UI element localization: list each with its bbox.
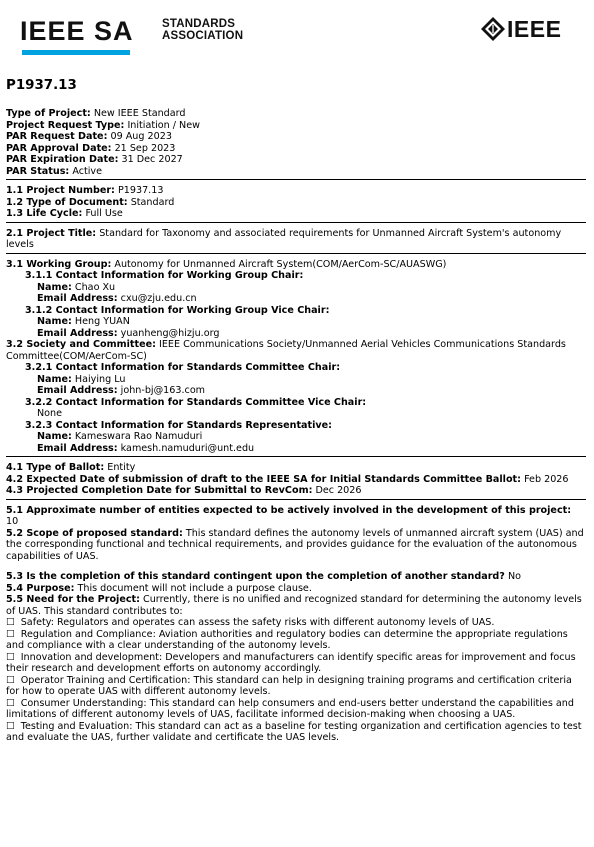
- draft-date-row: 4.2 Expected Date of submission of draft to the IEEE SA for Initial Standards Committee Ballot: Feb 2026: [6, 473, 569, 485]
- sc-chair-email-row: Email Address: john-bj@163.com: [37, 385, 206, 396]
- checkbox-icon: ☐: [6, 617, 15, 628]
- contingent-row: 5.3 Is the completion of this standard contingent upon the completion of another standard? No: [6, 571, 521, 582]
- rep-email-row: Email Address: kamesh.namuduri@unt.edu: [37, 442, 255, 454]
- status-row: Type of Project: New IEEE Standard: [6, 108, 186, 119]
- working-group-row: 3.1 Working Group: Autonomy for Unmanned Aircraft System(COM/AerCom-SC/AUASWG): [6, 258, 447, 270]
- status-row: PAR Approval Date: 21 Sep 2023: [6, 142, 176, 154]
- section-2: [6, 228, 586, 254]
- section-4: [6, 462, 586, 500]
- checkbox-icon: ☐: [6, 697, 15, 709]
- section1-row: 1.2 Type of Document: Standard: [6, 196, 175, 208]
- wg-chair-name-row: Name: Chao Xu: [37, 281, 116, 293]
- list-item: ☐ Testing and Evaluation: This standard can act as a baseline for testing organization and certification agencies to test and evaluate the UAS, further validate and certificate the UAS levels.: [6, 720, 582, 743]
- ieee-sa-logo: [20, 16, 244, 56]
- par-number-title: P1937.13: [6, 78, 77, 93]
- checkbox-icon: ☐: [6, 651, 15, 663]
- ballot-type-row: 4.1 Type of Ballot: Entity: [6, 462, 136, 473]
- logo-accent-bar: [22, 50, 130, 55]
- section-1: [6, 185, 586, 223]
- standards-rep-heading: 3.2.3 Contact Information for Standards Representative:: [25, 419, 332, 431]
- society-committee-row: 3.2 Society and Committee: IEEE Communications Society/Unmanned Aerial Vehicles Communications Standards Committee(COM/AerCom-SC): [6, 339, 566, 362]
- logo-subtitle-line1: STANDARDS: [162, 18, 236, 30]
- checkbox-icon: ☐: [6, 674, 15, 686]
- list-item: ☐ Safety: Regulators and operates can assess the safety risks with different autonomy levels of UAS.: [6, 617, 495, 628]
- list-item: ☐ Regulation and Compliance: Aviation authorities and regulatory bodies can determine the appropriate regulations and compliance with a clear understanding of the autonomy levels.: [6, 628, 568, 651]
- status-row: PAR Request Date: 09 Aug 2023: [6, 131, 172, 142]
- par-content: [6, 78, 586, 744]
- wg-vice-chair-heading: 3.1.2 Contact Information for Working Group Vice Chair:: [25, 304, 330, 316]
- section-3: [6, 259, 586, 458]
- page-header: [0, 0, 594, 62]
- checkbox-icon: ☐: [6, 628, 15, 640]
- par-status-section: [6, 108, 586, 180]
- status-row: PAR Expiration Date: 31 Dec 2027: [6, 154, 183, 165]
- wg-vice-email-row: Email Address: yuanheng@hizju.org: [37, 327, 220, 339]
- list-item: ☐ Consumer Understanding: This standard can help consumers and end-users better understand the capabilities and limitations of different autonomy levels of UAS, facilitate informed decision-making when choosing a UAS.: [6, 697, 574, 720]
- status-row: Project Request Type: Initiation / New: [6, 119, 200, 131]
- section1-row: 1.1 Project Number: P1937.13: [6, 185, 164, 196]
- list-item: ☐ Innovation and development: Developers and manufacturers can identify specific areas for improvement and focus their research and development efforts on autonomy accordingly.: [6, 651, 576, 674]
- sc-vice-chair-value: None: [37, 408, 63, 419]
- entities-row: 5.1 Approximate number of entities expected to be actively involved in the development of this project: 10: [6, 504, 572, 527]
- wg-chair-heading: 3.1.1 Contact Information for Working Group Chair:: [25, 270, 304, 281]
- scope-row: 5.2 Scope of proposed standard: This standard defines the autonomy levels of unmanned aircraft system (UAS) and the corresponding functional and technical requirements, and provides guidance for the evaluation of the autonomous capabilities of UAS.: [6, 527, 584, 562]
- sc-vice-chair-heading: 3.2.2 Contact Information for Standards Committee Vice Chair:: [25, 396, 367, 408]
- ieee-sa-logo-subtitle: [162, 19, 243, 42]
- project-title-row: 2.1 Project Title: Standard for Taxonomy and associated requirements for Unmanned Aircraft System's autonomy levels: [6, 227, 562, 250]
- ieee-logo-text: IEEE: [507, 16, 562, 42]
- logo-subtitle-line2: ASSOCIATION: [162, 29, 244, 42]
- sc-chair-name-row: Name: Haiying Lu: [37, 373, 126, 385]
- sc-chair-heading: 3.2.1 Contact Information for Standards Committee Chair:: [25, 362, 341, 373]
- status-row: PAR Status: Active: [6, 165, 102, 177]
- need-row: 5.5 Need for the Project: Currently, there is no unified and recognized standard for determining the autonomy levels of UAS. This standard contributes to:: [6, 594, 582, 617]
- list-item: ☐ Operator Training and Certification: This standard can help in designing training programs and certification criteria for how to operate UAS with different autonomy levels.: [6, 674, 572, 697]
- revcom-date-row: 4.3 Projected Completion Date for Submittal to RevCom: Dec 2026: [6, 485, 362, 496]
- ieee-diamond-icon: [481, 17, 505, 41]
- ieee-sa-logo-text: IEEE SA: [20, 16, 134, 46]
- purpose-row: 5.4 Purpose: This document will not include a purpose clause.: [6, 582, 312, 594]
- section1-row: 1.3 Life Cycle: Full Use: [6, 208, 123, 219]
- ieee-logo: [481, 15, 581, 45]
- rep-name-row: Name: Kameswara Rao Namuduri: [37, 431, 203, 442]
- checkbox-icon: ☐: [6, 720, 15, 732]
- wg-chair-email-row: Email Address: cxu@zju.edu.cn: [37, 293, 197, 304]
- section-5: [6, 505, 586, 744]
- wg-vice-name-row: Name: Heng YUAN: [37, 316, 130, 327]
